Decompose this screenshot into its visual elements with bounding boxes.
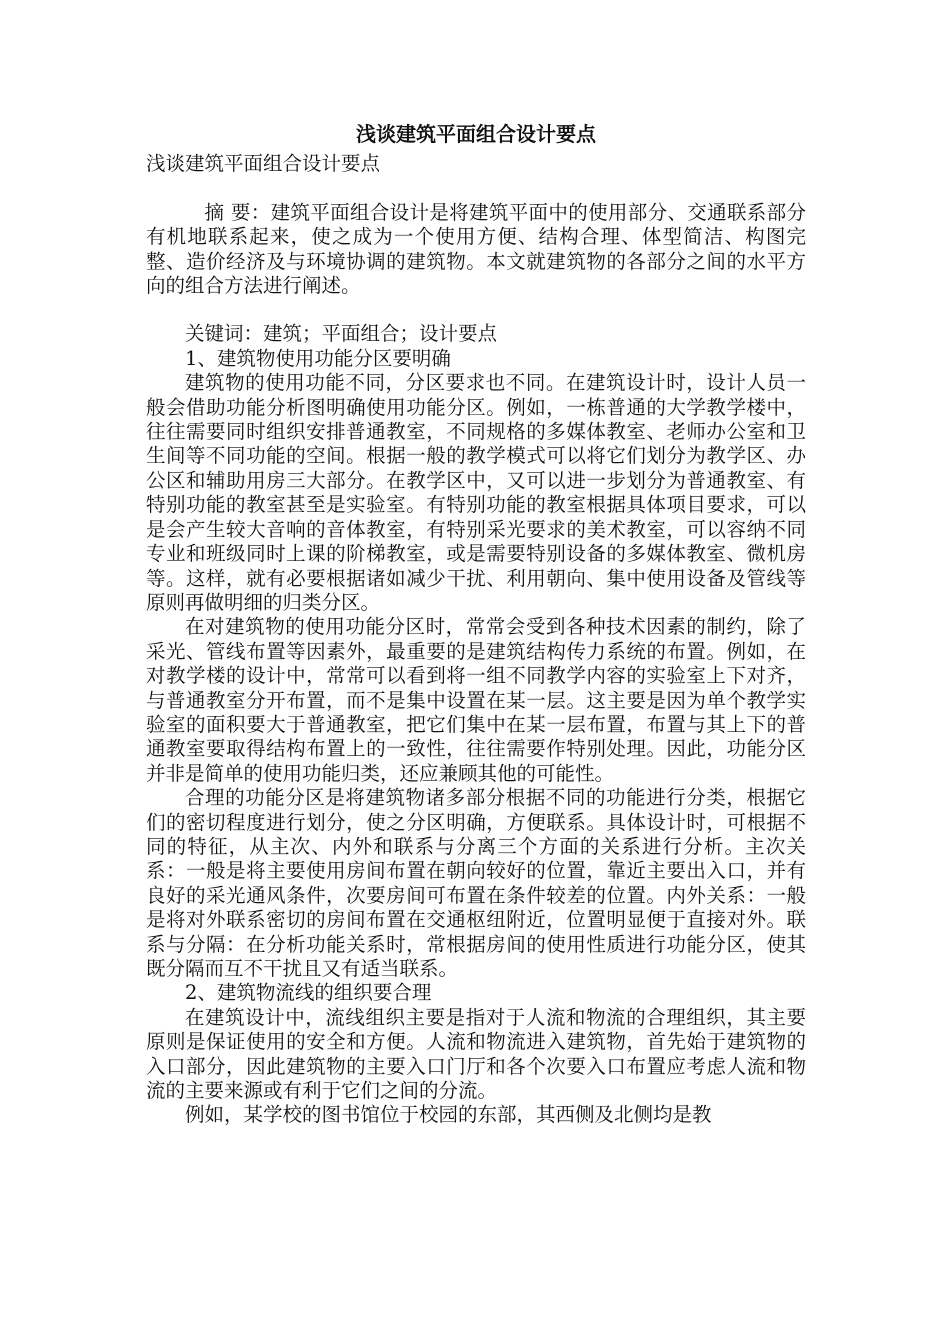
section-2-paragraph-1: 在建筑设计中，流线组织主要是指对于人流和物流的合理组织，其主要原则是保证使用的安全和方便。人流和物流进入建筑物，首先始于建筑物的入口部分，因此建筑物的主要入口门厅和各个次要入口布置应考虑人流和物流的主要来源或有利于它们之间的分流。 xyxy=(146,1005,806,1103)
section-1-paragraph-2: 在对建筑物的使用功能分区时，常常会受到各种技术因素的制约，除了采光、管线布置等因素外，最重要的是建筑结构传力系统的布置。例如，在对教学楼的设计中，常常可以看到将一组不同教学内容的实验室上下对齐，与普通教室分开布置，而不是集中设置在某一层。这主要是因为单个教学实验室的面积要大于普通教室，把它们集中在某一层布置，布置与其上下的普通教室要取得结构布置上的一致性，往往需要作特别处理。因此，功能分区并非是简单的使用功能归类，还应兼顾其他的可能性。 xyxy=(146,615,806,785)
section-1-paragraph-1: 建筑物的使用功能不同，分区要求也不同。在建筑设计时，设计人员一般会借助功能分析图明确使用功能分区。例如，一栋普通的大学教学楼中，往往需要同时组织安排普通教室，不同规格的多媒体教室、老师办公室和卫生间等不同功能的空间。根据一般的教学模式可以将它们划分为教学区、办公区和辅助用房三大部分。在教学区中，又可以进一步划分为普通教室、有特别功能的教室甚至是实验室。有特别功能的教室根据具体项目要求，可以是会产生较大音响的音体教室，有特别采光要求的美术教室，可以容纳不同专业和班级同时上课的阶梯教室，或是需要特别设备的多媒体教室、微机房等。这样，就有必要根据诸如减少干扰、利用朝向、集中使用设备及管线等原则再做明细的归类分区。 xyxy=(146,371,806,614)
section-1-paragraph-3: 合理的功能分区是将建筑物诸多部分根据不同的功能进行分类，根据它们的密切程度进行划分，使之分区明确，方便联系。具体设计时，可根据不同的特征，从主次、内外和联系与分离三个方面的关系进行分析。主次关系：一般是将主要使用房间布置在朝向较好的位置，靠近主要出入口，并有良好的采光通风条件，次要房间可布置在条件较差的位置。内外关系：一般是将对外联系密切的房间布置在交通枢纽附近，位置明显便于直接对外。联系与分隔：在分析功能关系时，常根据房间的使用性质进行功能分区，使其既分隔而互不干扰且又有适当联系。 xyxy=(146,786,806,980)
section-2-heading: 2、建筑物流线的组织要合理 xyxy=(185,981,432,1005)
keywords-line: 关键词：建筑；平面组合；设计要点 xyxy=(185,322,498,346)
document-title: 浅谈建筑平面组合设计要点 xyxy=(356,122,596,146)
document-page xyxy=(146,122,806,1128)
abstract-paragraph: 摘 要：建筑平面组合设计是将建筑平面中的使用部分、交通联系部分有机地联系起来，使之成为一个使用方便、结构合理、体型简洁、构图完整、造价经济及与环境协调的建筑物。本文就建筑物的各部分之间的水平方向的组合方法进行阐述。 xyxy=(146,200,806,298)
section-1-heading: 1、建筑物使用功能分区要明确 xyxy=(185,346,451,370)
section-2-paragraph-2: 例如，某学校的图书馆位于校园的东部，其西侧及北侧均是教 xyxy=(185,1103,712,1127)
document-subtitle: 浅谈建筑平面组合设计要点 xyxy=(146,152,381,176)
